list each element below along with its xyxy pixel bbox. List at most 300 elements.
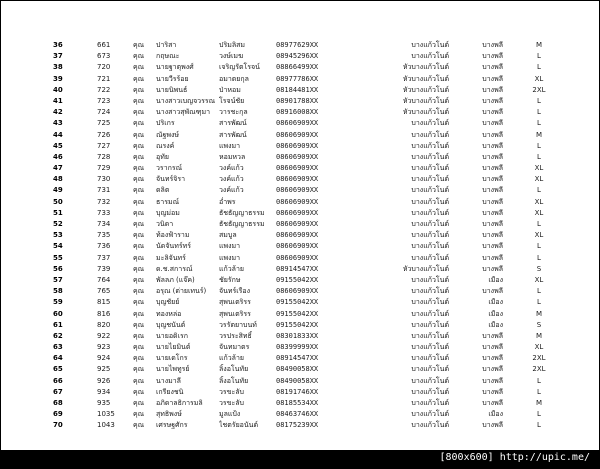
last-name: วงค์แก้ว <box>219 164 244 173</box>
phone-number: 08606909XX <box>276 287 319 296</box>
first-name: วรากรณ์ <box>156 164 183 173</box>
last-name: แพงมา <box>219 253 241 262</box>
shirt-size: L <box>537 253 541 262</box>
title-cell: คุณ <box>133 130 145 139</box>
district-cell: เมือง <box>488 298 503 307</box>
first-name: พัลลภ (แจ๊ค) <box>156 275 195 284</box>
row-number: 42 <box>53 108 63 117</box>
table-row <box>53 118 563 129</box>
address-cell: หัวบางแก้วโนต์ <box>402 96 449 105</box>
shirt-size: XL <box>534 208 544 217</box>
district-cell: บางพลี <box>482 253 503 262</box>
row-number: 55 <box>53 253 63 262</box>
table-row <box>53 219 563 230</box>
row-number: 50 <box>53 197 63 206</box>
phone-number: 09155042XX <box>276 298 319 307</box>
table-row <box>53 51 563 62</box>
district-cell: บางพลี <box>482 96 503 105</box>
row-number: 67 <box>53 387 63 396</box>
title-cell: คุณ <box>133 63 145 72</box>
table-row <box>53 398 563 409</box>
address-cell: หัวบางแก้วโนต์ <box>402 74 449 83</box>
district-cell: บางพลี <box>482 119 503 128</box>
district-cell: บางพลี <box>482 152 503 161</box>
address-cell: บางแก้วโนต์ <box>411 343 449 352</box>
row-number: 51 <box>53 208 63 217</box>
row-number: 61 <box>53 320 63 329</box>
member-id: 722 <box>97 85 111 94</box>
member-id: 730 <box>97 175 111 184</box>
phone-number: 08606909XX <box>276 152 319 161</box>
shirt-size: XL <box>534 197 544 206</box>
address-cell: หัวบางแก้วโนต์ <box>402 63 449 72</box>
first-name: ท้องฟ้าราม <box>156 231 190 240</box>
row-number: 48 <box>53 175 63 184</box>
address-cell: บางแก้วโนต์ <box>411 220 449 228</box>
title-cell: คุณ <box>133 421 145 430</box>
address-cell: บางแก้วโนต์ <box>411 197 449 206</box>
member-id: 764 <box>97 275 111 284</box>
title-cell: คุณ <box>133 119 145 128</box>
first-name: ณัฐพงษ์ <box>156 130 180 139</box>
member-id: 726 <box>97 130 111 139</box>
address-cell: บางแก้วโนต์ <box>411 130 449 139</box>
table-row <box>53 174 563 185</box>
phone-number: 08606909XX <box>276 197 319 206</box>
district-cell: บางพลี <box>482 85 503 94</box>
first-name: ธารมณ์ <box>156 197 180 206</box>
first-name: นายเดโกร <box>156 354 188 363</box>
phone-number: 08945296XX <box>276 52 319 61</box>
district-cell: บางพลี <box>482 63 503 72</box>
address-cell: หัวบางแก้วโนต์ <box>402 85 449 94</box>
table-row <box>53 62 563 73</box>
table-row <box>53 96 563 107</box>
phone-number: 08606909XX <box>276 164 319 173</box>
district-cell: บางพลี <box>482 164 503 173</box>
district-cell: บางพลี <box>482 175 503 184</box>
district-cell: เมือง <box>488 275 503 284</box>
phone-number: 08184481XX <box>276 85 319 94</box>
first-name: กฤษณะ <box>156 52 180 61</box>
table-row <box>53 141 563 152</box>
district-cell: บางพลี <box>482 376 503 385</box>
address-cell: บางแก้วโนต์ <box>411 119 449 128</box>
table-row <box>53 74 563 85</box>
district-cell: บางพลี <box>482 52 503 61</box>
table-row <box>53 286 563 297</box>
last-name: ธัชธัญญาธรรม <box>219 220 265 228</box>
last-name: ลิ้งอโนทัย <box>219 365 249 374</box>
last-name: ชัยรักษ <box>219 275 241 284</box>
shirt-size: L <box>537 119 541 128</box>
shirt-size: L <box>537 96 541 105</box>
first-name: นางสาวเบญจวรรณ <box>156 96 216 105</box>
address-cell: บางแก้วโนต์ <box>411 320 449 329</box>
last-name: วงษ์เมฆ <box>219 52 244 61</box>
district-cell: เมือง <box>488 320 503 329</box>
first-name: บุญชัยย์ <box>156 298 180 307</box>
address-cell: บางแก้วโนต์ <box>411 287 449 296</box>
last-name: แพงมา <box>219 242 241 251</box>
shirt-size: M <box>535 309 543 318</box>
last-name: ลิ้งอโนทัย <box>219 376 249 385</box>
member-id: 820 <box>97 320 111 329</box>
address-cell: บางแก้วโนต์ <box>411 52 449 61</box>
district-cell: บางพลี <box>482 399 503 407</box>
member-id: 661 <box>97 41 111 49</box>
shirt-size: L <box>537 186 541 195</box>
first-name: ณรงค์ <box>156 141 175 150</box>
table-row <box>53 241 563 252</box>
address-cell: บางแก้วโนต์ <box>411 387 449 396</box>
shirt-size: L <box>537 410 541 419</box>
shirt-size: XL <box>534 275 544 284</box>
table-row <box>53 331 563 342</box>
shirt-size: 2XL <box>532 365 546 374</box>
last-name: วรขะลับ <box>219 387 244 396</box>
address-cell: บางแก้วโนต์ <box>411 152 449 161</box>
row-number: 53 <box>53 231 63 240</box>
table-row <box>53 40 563 51</box>
shirt-size: XL <box>534 74 544 83</box>
last-name: เจริญรัตโรจน์ <box>219 63 260 72</box>
address-cell: บางแก้วโนต์ <box>411 253 449 262</box>
member-id: 731 <box>97 186 111 195</box>
row-number: 60 <box>53 309 63 318</box>
row-number: 70 <box>53 421 63 430</box>
address-cell: บางแก้วโนต์ <box>411 141 449 150</box>
first-name: นายไพทูรย์ <box>156 365 190 374</box>
shirt-size: M <box>535 399 543 407</box>
last-name: วรขะลับ <box>219 399 244 407</box>
shirt-size: L <box>537 376 541 385</box>
address-cell: บางแก้วโนต์ <box>411 298 449 307</box>
table-row <box>53 152 563 163</box>
table-row <box>53 264 563 275</box>
last-name: วงค์แก้ว <box>219 175 244 184</box>
shirt-size: L <box>537 220 541 228</box>
district-cell: บางพลี <box>482 74 503 83</box>
last-name: วรประสิทธิ์ <box>219 331 252 340</box>
last-name: มูลแป้ง <box>219 410 241 419</box>
member-id: 923 <box>97 343 111 352</box>
shirt-size: XL <box>534 164 544 173</box>
first-name: นายฐาตุพงศ์ <box>156 63 194 72</box>
district-cell: บางพลี <box>482 421 503 430</box>
member-id: 733 <box>97 208 111 217</box>
table-row <box>53 230 563 241</box>
table-row <box>53 376 563 387</box>
title-cell: คุณ <box>133 220 145 228</box>
phone-number: 09155042XX <box>276 309 319 318</box>
table-row <box>53 130 563 141</box>
first-name: นายนิพนธ์ <box>156 85 188 94</box>
member-id: 734 <box>97 220 111 228</box>
phone-number: 08606909XX <box>276 253 319 262</box>
table-row <box>53 320 563 331</box>
phone-number: 08901788XX <box>276 96 319 105</box>
last-name: จันทมาตร <box>219 343 250 352</box>
member-id: 815 <box>97 298 111 307</box>
member-id: 727 <box>97 141 111 150</box>
first-name: นางสาวสุพัณฑุมา <box>156 108 211 117</box>
shirt-size: XL <box>534 343 544 352</box>
shirt-size: L <box>537 421 541 430</box>
district-cell: บางพลี <box>482 242 503 251</box>
phone-number: 08606909XX <box>276 141 319 150</box>
last-name: สารพัฒน์ <box>219 130 247 139</box>
district-cell: บางพลี <box>482 197 503 206</box>
address-cell: บางแก้วโนต์ <box>411 354 449 363</box>
shirt-size: L <box>537 152 541 161</box>
district-cell: เมือง <box>488 410 503 419</box>
table-row <box>53 163 563 174</box>
phone-number: 08914547XX <box>276 264 319 273</box>
last-name: โรจน์ชัย <box>219 96 245 105</box>
row-number: 57 <box>53 275 63 284</box>
phone-number: 08606909XX <box>276 130 319 139</box>
shirt-size: L <box>537 52 541 61</box>
title-cell: คุณ <box>133 108 145 117</box>
district-cell: บางพลี <box>482 186 503 195</box>
phone-number: 08399999XX <box>276 343 319 352</box>
member-id: 935 <box>97 399 111 407</box>
member-id: 673 <box>97 52 111 61</box>
address-cell: บางแก้วโนต์ <box>411 164 449 173</box>
address-cell: หัวบางแก้วโนต์ <box>402 108 449 117</box>
row-number: 69 <box>53 410 63 419</box>
last-name: สารพัฒน์ <box>219 119 247 128</box>
member-id: 934 <box>97 387 111 396</box>
district-cell: บางพลี <box>482 130 503 139</box>
last-name: ไชตรัยอนันต์ <box>219 421 258 430</box>
first-name: จันทร์จิรา <box>156 175 186 184</box>
last-name: หอมหวล <box>219 152 246 161</box>
title-cell: คุณ <box>133 152 145 161</box>
member-id: 736 <box>97 242 111 251</box>
table-row <box>53 364 563 375</box>
shirt-size: L <box>537 387 541 396</box>
phone-number: 08490058XX <box>276 376 319 385</box>
shirt-size: L <box>537 298 541 307</box>
phone-number: 09155042XX <box>276 275 319 284</box>
phone-number: 08606909XX <box>276 208 319 217</box>
member-table <box>53 40 563 432</box>
last-name: แก้วล้าย <box>219 354 245 363</box>
member-id: 725 <box>97 119 111 128</box>
last-name: ปริมลิสม <box>219 41 245 49</box>
address-cell: บางแก้วโนต์ <box>411 41 449 49</box>
first-name: นายวีรร้อย <box>156 74 189 83</box>
member-id: 1043 <box>97 421 115 430</box>
district-cell: บางพลี <box>482 220 503 228</box>
member-id: 816 <box>97 309 111 318</box>
table-row <box>53 297 563 308</box>
member-id: 737 <box>97 253 111 262</box>
title-cell: คุณ <box>133 298 145 307</box>
first-name: ทองหล่อ <box>156 309 182 318</box>
phone-number: 08866499XX <box>276 63 319 72</box>
title-cell: คุณ <box>133 231 145 240</box>
address-cell: บางแก้วโนต์ <box>411 421 449 430</box>
title-cell: คุณ <box>133 387 145 396</box>
last-name: วารชะกุล <box>219 108 248 117</box>
row-number: 40 <box>53 85 63 94</box>
first-name: อุทัย <box>156 152 169 161</box>
title-cell: คุณ <box>133 242 145 251</box>
shirt-size: M <box>535 41 543 49</box>
first-name: อรุณ (ต่ายเทนร์) <box>156 287 207 296</box>
district-cell: บางพลี <box>482 231 503 240</box>
last-name: สุพนเตริรร <box>219 298 251 307</box>
district-cell: บางพลี <box>482 365 503 374</box>
row-number: 38 <box>53 63 63 72</box>
title-cell: คุณ <box>133 208 145 217</box>
title-cell: คุณ <box>133 365 145 374</box>
phone-number: 08463746XX <box>276 410 319 419</box>
member-id: 723 <box>97 96 111 105</box>
district-cell: บางพลี <box>482 41 503 49</box>
phone-number: 08191746XX <box>276 387 319 396</box>
row-number: 43 <box>53 119 63 128</box>
title-cell: คุณ <box>133 410 145 419</box>
row-number: 45 <box>53 141 63 150</box>
first-name: เกรียงชนิ <box>156 387 184 396</box>
title-cell: คุณ <box>133 253 145 262</box>
last-name: จันทร์เรือง <box>219 287 251 296</box>
row-number: 47 <box>53 164 63 173</box>
member-id: 728 <box>97 152 111 161</box>
shirt-size: L <box>537 141 541 150</box>
table-row <box>53 342 563 353</box>
watermark-text: [800x600] http://upic.me/ <box>439 452 590 463</box>
member-id: 724 <box>97 108 111 117</box>
phone-number: 08606909XX <box>276 220 319 228</box>
row-number: 44 <box>53 130 63 139</box>
table-row <box>53 253 563 264</box>
last-name: วรรัตยาบนท์ <box>219 320 257 329</box>
first-name: มะลิจันทร์ <box>156 253 186 262</box>
row-number: 63 <box>53 343 63 352</box>
row-number: 66 <box>53 376 63 385</box>
first-name: บุญม่อม <box>156 208 180 217</box>
member-id: 739 <box>97 264 111 273</box>
title-cell: คุณ <box>133 175 145 184</box>
title-cell: คุณ <box>133 41 145 49</box>
first-name: ด.ช.สการณ์ <box>156 264 193 273</box>
table-row <box>53 275 563 286</box>
member-id: 1035 <box>97 410 115 419</box>
first-name: นัดจันทร์ทร์ <box>156 242 191 251</box>
table-row <box>53 107 563 118</box>
district-cell: บางพลี <box>482 141 503 150</box>
title-cell: คุณ <box>133 331 145 340</box>
phone-number: 08977629XX <box>276 41 319 49</box>
shirt-size: S <box>536 264 542 273</box>
title-cell: คุณ <box>133 376 145 385</box>
district-cell: บางพลี <box>482 331 503 340</box>
table-row <box>53 353 563 364</box>
first-name: อภิดาลธิการมลิ <box>156 399 203 407</box>
member-id: 925 <box>97 365 111 374</box>
shirt-size: L <box>537 242 541 251</box>
shirt-size: L <box>537 108 541 117</box>
row-number: 59 <box>53 298 63 307</box>
district-cell: บางพลี <box>482 354 503 363</box>
address-cell: บางแก้วโนต์ <box>411 410 449 419</box>
member-id: 926 <box>97 376 111 385</box>
title-cell: คุณ <box>133 354 145 363</box>
title-cell: คุณ <box>133 96 145 105</box>
phone-number: 09155042XX <box>276 320 319 329</box>
address-cell: บางแก้วโนต์ <box>411 275 449 284</box>
row-number: 37 <box>53 52 63 61</box>
row-number: 62 <box>53 331 63 340</box>
member-id: 720 <box>97 63 111 72</box>
row-number: 58 <box>53 287 63 296</box>
row-number: 52 <box>53 220 63 228</box>
member-id: 924 <box>97 354 111 363</box>
row-number: 54 <box>53 242 63 251</box>
last-name: ป่าหอม <box>219 85 241 94</box>
last-name: อ่ำพร <box>219 197 236 206</box>
title-cell: คุณ <box>133 287 145 296</box>
phone-number: 08301833XX <box>276 331 319 340</box>
first-name: นายอดิเรก <box>156 331 188 340</box>
district-cell: บางพลี <box>482 108 503 117</box>
title-cell: คุณ <box>133 85 145 94</box>
district-cell: เมือง <box>488 309 503 318</box>
title-cell: คุณ <box>133 309 145 318</box>
last-name: อมาตยกุล <box>219 74 249 83</box>
phone-number: 08914547XX <box>276 354 319 363</box>
first-name: เศรษฐศักร <box>156 421 188 430</box>
last-name: วงค์แก้ว <box>219 186 244 195</box>
row-number: 46 <box>53 152 63 161</box>
address-cell: บางแก้วโนต์ <box>411 175 449 184</box>
title-cell: คุณ <box>133 275 145 284</box>
first-name: ปริเกร <box>156 119 175 128</box>
last-name: สุพนเตริรร <box>219 309 251 318</box>
title-cell: คุณ <box>133 186 145 195</box>
row-number: 41 <box>53 96 63 105</box>
last-name: สมบูล <box>219 231 237 240</box>
address-cell: บางแก้วโนต์ <box>411 208 449 217</box>
phone-number: 08977786XX <box>276 74 319 83</box>
address-cell: บางแก้วโนต์ <box>411 376 449 385</box>
phone-number: 08606909XX <box>276 186 319 195</box>
district-cell: บางพลี <box>482 387 503 396</box>
table-row <box>53 185 563 196</box>
phone-number: 08175239XX <box>276 421 319 430</box>
table-row <box>53 85 563 96</box>
table-row <box>53 420 563 431</box>
title-cell: คุณ <box>133 343 145 352</box>
first-name: นางมาลี <box>156 376 181 385</box>
row-number: 56 <box>53 264 63 273</box>
first-name: ดลิต <box>156 186 170 195</box>
phone-number: 08606909XX <box>276 231 319 240</box>
district-cell: บางพลี <box>482 208 503 217</box>
title-cell: คุณ <box>133 264 145 273</box>
phone-number: 08606909XX <box>276 242 319 251</box>
address-cell: บางแก้วโนต์ <box>411 365 449 374</box>
title-cell: คุณ <box>133 164 145 173</box>
title-cell: คุณ <box>133 399 145 407</box>
phone-number: 08490058XX <box>276 365 319 374</box>
address-cell: หัวบางแก้วโนต์ <box>402 264 449 273</box>
